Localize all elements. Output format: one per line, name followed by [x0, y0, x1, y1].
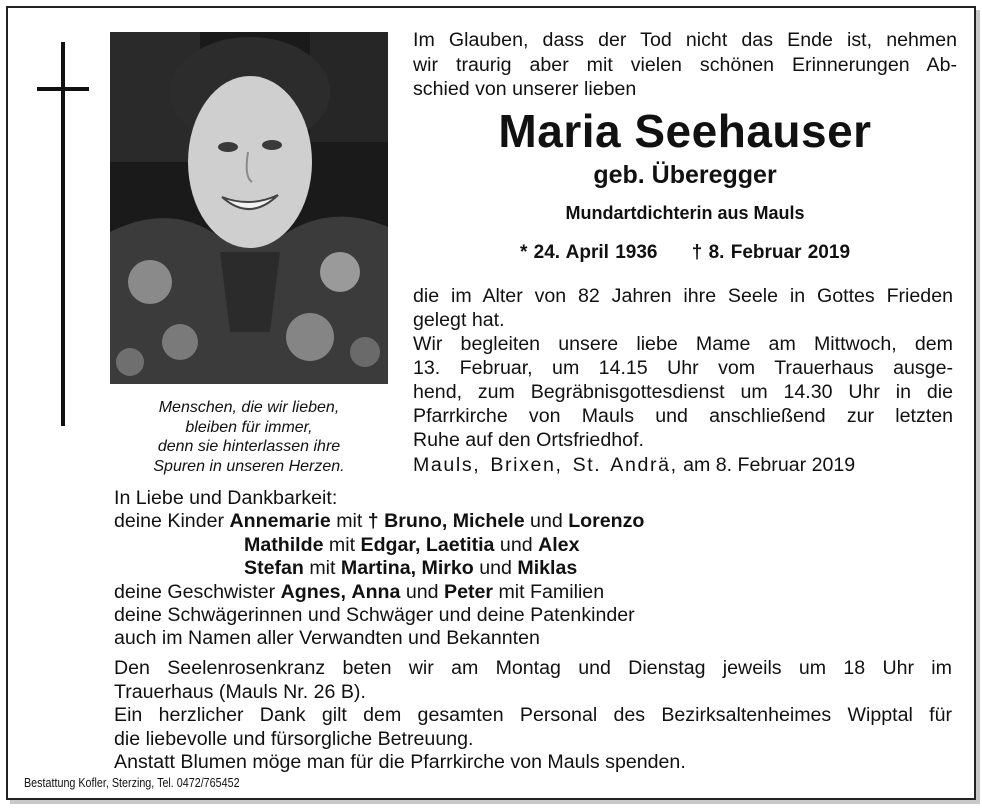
- body-line: gelegt hat.: [413, 309, 505, 331]
- children-line: [114, 557, 644, 580]
- body-line: die im Alter von 82 Jahren ihre Seele in Gottes Frieden: [413, 285, 953, 307]
- quote-line: denn sie hinterlassen ihre: [157, 438, 341, 455]
- date: am 8. Februar 2019: [683, 454, 856, 476]
- siblings-suffix: mit Familien: [498, 580, 605, 603]
- place-and-date: [413, 453, 855, 477]
- partner-name: Edgar,: [360, 533, 421, 556]
- child-name: Stefan: [244, 557, 304, 580]
- grandchild-name: Alex: [538, 533, 580, 556]
- inlaws-line: deine Schwägerinnen und Schwäger und deine Patenkinder: [114, 604, 635, 627]
- body-line: 13. Februar, um 14.15 Uhr vom Trauerhaus ausge-: [413, 357, 953, 379]
- closing-notes: [114, 657, 952, 775]
- sibling-name: Peter: [444, 580, 494, 603]
- note-line: die liebevolle und fürsorgliche Betreuung.: [114, 727, 474, 750]
- connector: und: [405, 580, 439, 603]
- note-line: Den Seelenrosenkranz beten wir am Montag und Dienstag jeweils um 18 Uhr im: [114, 657, 952, 679]
- portrait-photo: [110, 32, 388, 384]
- grandchild-name: Laetitia: [425, 533, 495, 556]
- siblings-prefix: deine Geschwister: [114, 580, 276, 603]
- partner-name: Martina,: [340, 557, 417, 580]
- intro-line: wir traurig aber mit vielen schönen Erinnerungen Ab-: [413, 53, 957, 76]
- family-list: [114, 487, 644, 651]
- sibling-name: Agnes,: [280, 580, 346, 603]
- connector: mit: [328, 533, 356, 556]
- note-line: Ein herzlicher Dank gilt dem gesamten Personal des Bezirksaltenheimes Wipptal für: [114, 704, 952, 727]
- child-name: Annemarie: [229, 510, 331, 533]
- intro-text: [413, 28, 957, 102]
- children-prefix: deine Kinder: [114, 510, 225, 533]
- birth-date: * 24. April 1936: [519, 242, 658, 263]
- connector: und: [499, 533, 533, 556]
- connector: mit: [309, 557, 336, 580]
- cross-icon-horizontal: [37, 87, 89, 91]
- children-line: [114, 510, 644, 533]
- maiden-name: geb. Überegger: [593, 161, 777, 189]
- announcement-text: [413, 284, 953, 452]
- note-line: Trauerhaus (Mauls Nr. 26 B).: [114, 680, 366, 703]
- quote-line: Menschen, die wir lieben,: [158, 399, 340, 416]
- occupation: Mundartdichterin aus Mauls: [565, 203, 805, 223]
- grandchild-name: Michele: [452, 510, 525, 533]
- cross-icon-vertical: [61, 42, 65, 426]
- relatives-line: auch im Namen aller Verwandten und Bekannten: [114, 627, 540, 650]
- death-date: † 8. Februar 2019: [691, 242, 851, 263]
- family-heading: In Liebe und Dankbarkeit:: [114, 487, 338, 509]
- intro-line: Im Glauben, dass der Tod nicht das Ende ist, nehmen: [413, 29, 957, 51]
- quote-line: Spuren in unseren Herzen.: [153, 457, 345, 475]
- deceased-name: Maria Seehauser: [498, 105, 872, 157]
- life-dates: [413, 240, 957, 266]
- funeral-home-credit: Bestattung Kofler, Sterzing, Tel. 0472/765452: [24, 776, 240, 790]
- grandchild-name: Mirko: [421, 557, 474, 580]
- siblings-line: [114, 581, 644, 604]
- child-name: Mathilde: [244, 533, 324, 556]
- grandchild-name: Miklas: [517, 557, 578, 580]
- quote-line: bleiben für immer,: [185, 418, 313, 436]
- children-line: [114, 534, 644, 557]
- connector: mit: [336, 510, 363, 533]
- grandchild-name: Lorenzo: [568, 510, 645, 533]
- places: Mauls, Brixen, St. Andrä,: [413, 454, 678, 476]
- body-line: hend, zum Begräbnisgottesdienst um 14.30 Uhr in die: [413, 381, 953, 403]
- sibling-name: Anna: [351, 580, 401, 603]
- body-line: Wir begleiten unsere liebe Mame am Mittwoch, dem: [413, 333, 953, 355]
- body-line: Pfarrkirche von Mauls und anschließend zur letzten: [413, 405, 953, 427]
- body-line: Ruhe auf den Ortsfriedhof.: [413, 429, 644, 451]
- memorial-quote: [100, 398, 398, 476]
- note-line: Anstatt Blumen möge man für die Pfarrkirche von Mauls spenden.: [114, 751, 686, 774]
- intro-line: schied von unserer lieben: [413, 78, 637, 100]
- connector: und: [479, 557, 512, 580]
- connector: und: [530, 510, 563, 533]
- partner-name: † Bruno,: [367, 510, 448, 533]
